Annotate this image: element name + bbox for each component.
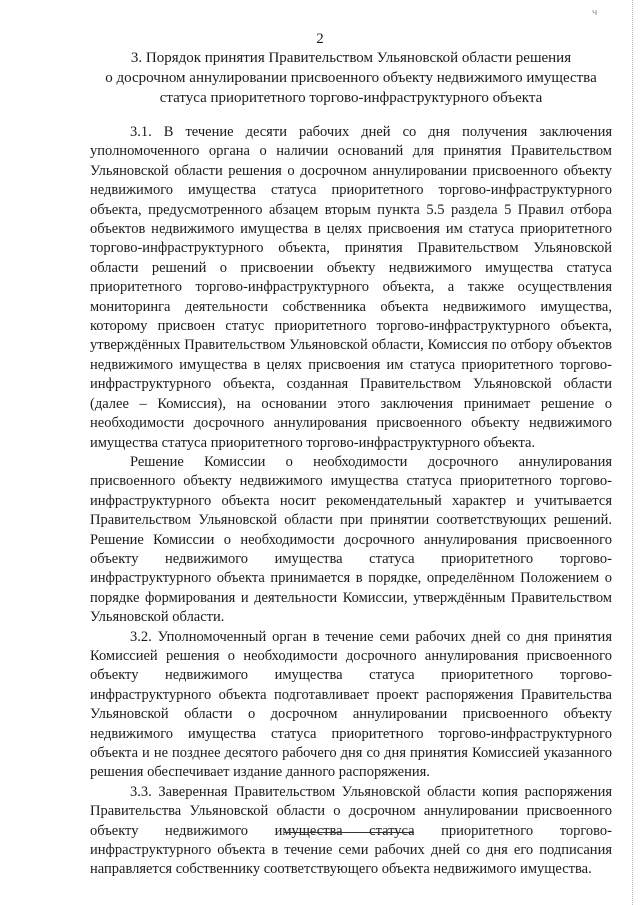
scan-edge [632,0,634,905]
end-divider [284,832,414,833]
paragraph-3-1: 3.1. В течение десяти рабочих дней со дня получения заключения уполномоченного органа о наличии оснований для принятия Правительством Ульяновской области решения о досрочном аннулировании присвоенного объекту недвижимого имущества статуса приоритетного торгово-инфраструктурного объекта, предусмотренного абзацем вторым пункта 5.5 раздела 5 Правил отбора объектов недвижимого имущества в целях присвоения им статуса приоритетного торгово-инфраструктурного объекта, принятия Правительством Ульяновской области решений о присвоении объекту недвижимого имущества статуса приоритетного торгово-инфраструктурного объекта, а также осуществления мониторинга деятельности собственника объекта недвижимого имущества, которому присвоен статус приоритетного торгово-инфраструктурного объекта, утверждённых Правительством Ульяновской области, Комиссия по отбору объектов недвижимого имущества в целях присвоения им статуса приоритетного торгово-инфраструктурного объекта, созданная Правительством Ульяновской области (далее – Комиссия), на основании этого заключения принимает решение о необходимости досрочного аннулирования присвоенного объекту недвижимого имущества статуса приоритетного торгово-инфраструктурного объекта. [90,124,612,451]
heading-line-2: о досрочном аннулировании присвоенного объекту недвижимого имущества [105,70,597,86]
heading-line-3: статуса приоритетного торгово-инфраструктурного объекта [159,90,543,106]
paragraph-3-1-decision: Решение Комиссии о необходимости досрочного аннулирования присвоенного объекту недвижимого имущества статуса приоритетного торгово-инфраструктурного объекта носит рекомендательный характер и учитывается Правительством Ульяновской области при принятии соответствующих решений. Решение Комиссии о необходимости досрочного аннулирования присвоенного объекту недвижимого имущества статуса приоритетного торгово-инфраструктурного объекта принимается в порядке, определённом Положением о порядке формирования и деятельности Комиссии, утверждённым Правительством Ульяновской области. [90,453,612,626]
body-text [90,123,612,880]
heading-line-1: 3. Порядок принятия Правительством Ульяновской области решения [130,50,572,66]
corner-mark: ч [592,8,598,18]
section-heading [90,48,612,108]
paragraph-3-3: 3.3. Заверенная Правительством Ульяновской области копия распоряжения Правительства Ульяновской области о досрочном аннулировании присвоенного объекту недвижимого имущества статуса приоритетного торгово-инфраструктурного объекта в течение семи рабочих дней со дня его подписания направляется собственнику соответствующего объекта недвижимого имущества. [90,783,612,878]
page-number: 2 [316,31,324,47]
paragraph-3-2: 3.2. Уполномоченный орган в течение семи рабочих дней со дня принятия Комиссией решения о необходимости досрочного аннулирования присвоенного объекту недвижимого имущества статуса приоритетного торгово-инфраструктурного объекта подготавливает проект распоряжения Правительства Ульяновской области о досрочном аннулировании присвоенного объекту недвижимого имущества статуса приоритетного торгово-инфраструктурного объекта и не позднее десятого рабочего дня со дня принятия Комиссией указанного решения обеспечивает издание данного распоряжения. [90,628,612,781]
